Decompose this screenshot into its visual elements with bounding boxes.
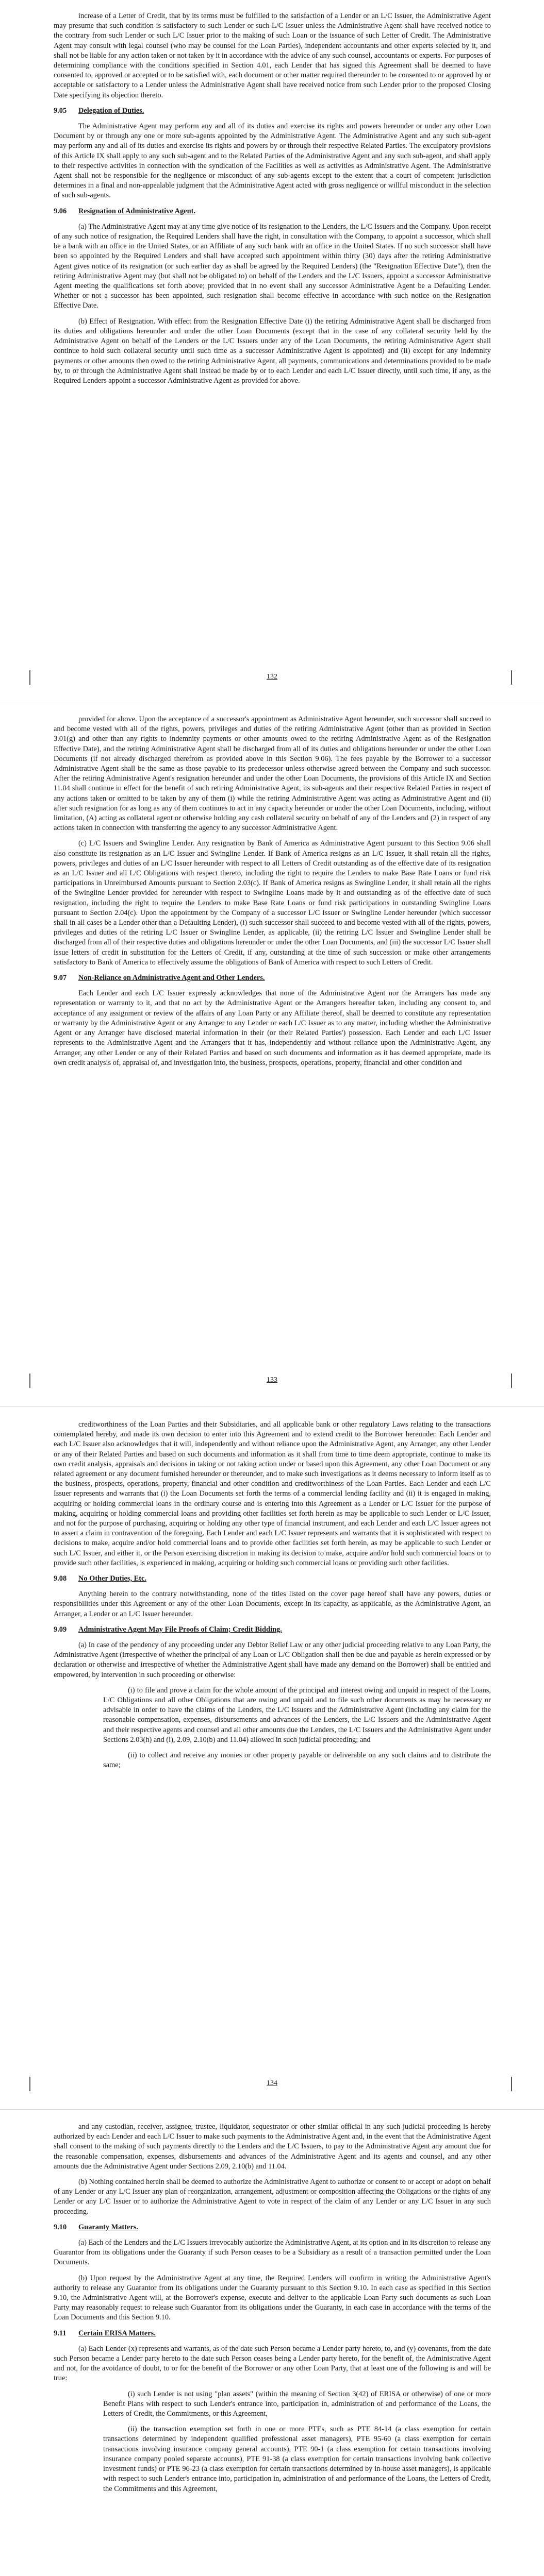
section-title: Non-Reliance on Administrative Agent and Other Lenders. (78, 974, 265, 982)
section-heading (54, 2223, 491, 2232)
section-title: No Other Duties, Etc. (78, 1574, 147, 1583)
clause-paragraph: (ii) to collect and receive any monies or other property payable or deliverable on any such claims and to distribute the same; (103, 1751, 491, 1770)
body-paragraph: The Administrative Agent may perform any and all of its duties and exercise its rights and powers hereunder or under any other Loan Document by or through any one or more sub-agents appointed by the Administrative Agent. The Administrative Agent and any such sub-agent may perform any and all of its duties and exercise its rights and powers by or through their respective Related Parties. The exculpatory provisions of this Article IX shall apply to any such sub-agent and to the Related Parties of the Administrative Agent and any such sub-agent, and shall apply to their respective activities in connection with the syndication of the Facilities as well as activities as Administrative Agent. The Administrative Agent shall not be responsible for the negligence or misconduct of any sub-agents except to the extent that a court of competent jurisdiction determines in a final and non-appealable judgment that the Administrative Agent acted with gross negligence or willful misconduct in the selection of such sub-agents. (54, 122, 491, 200)
body-paragraph: (c) L/C Issuers and Swingline Lender. Any resignation by Bank of America as Administrative Agent pursuant to this Section 9.06 shall also constitute its resignation as an L/C Issuer and Swingline Lender. If Bank of America resigns as an L/C Issuer, it shall retain all the rights, powers, privileges and duties of an L/C Issuer hereunder with respect to all Letters of Credit outstanding as of the effective date of its resignation as an L/C Issuer and all L/C Obligations with respect thereto, including the right to require the Lenders to make Base Rate Loans or fund risk participations in Unreimbursed Amounts pursuant to Section 2.03(c). If Bank of America resigns as Swingline Lender, it shall retain all the rights of the Swingline Lender provided for hereunder with respect to Swingline Loans made by it and outstanding as of the effective date of such resignation, including the right to require the Lenders to make Base Rate Loans or fund risk participations in outstanding Swingline Loans pursuant to Section 2.04(c). Upon the appointment by the Company of a successor L/C Issuer or Swingline Lender hereunder (which successor shall in all cases be a Lender other than a Defaulting Lender), (i) such successor shall succeed to and become vested with all of the rights, powers, privileges and duties of the retiring L/C Issuer or Swingline Lender, as applicable, (ii) the retiring L/C Issuer and Swingline Lender shall be discharged from all of their respective duties and obligations hereunder or under the other Loan Documents, and (iii) the successor L/C Issuer shall issue letters of credit in substitution for the Letters of Credit, if any, outstanding at the time of such succession or make other arrangements satisfactory to Bank of America to effectively assume the obligations of Bank of America with respect to such Letters of Credit. (54, 839, 491, 967)
body-paragraph: Anything herein to the contrary notwithstanding, none of the titles listed on the cover page hereof shall have any powers, duties or responsibilities under this Agreement or any of the other Loan Documents, except in its capacity, as applicable, as the Administrative Agent, an Arranger, a Lender or an L/C Issuer hereunder. (54, 1590, 491, 1618)
page-body (54, 715, 491, 1074)
section-heading (54, 1574, 491, 1584)
body-paragraph: provided for above. Upon the acceptance of a successor's appointment as Administrative Agent hereunder, such successor shall succeed to and become vested with all of the rights, powers, privileges and duties of the retiring Administrative Agent (other than as provided in Section 3.01(g) and other than any rights to indemnity payments or other amounts owed to the retiring Administrative Agent as of the Resignation Effective Date), and the retiring Administrative Agent shall be discharged from all of its duties and obligations hereunder or under the other Loan Documents (if not already discharged therefrom as provided above in this Section 9.06). The fees payable by the Borrower to a successor Administrative Agent shall be the same as those payable to its predecessor unless otherwise agreed between the Company and such successor. After the retiring Administrative Agent's resignation hereunder and under the other Loan Documents, the provisions of this Article IX and Section 11.04 shall continue in effect for the benefit of such retiring Administrative Agent, its sub-agents and their respective Related Parties in respect of any actions taken or omitted to be taken by any of them (i) while the retiring Administrative Agent was acting as Administrative Agent and (ii) after such resignation for as long as any of them continues to act in any capacity hereunder or under the other Loan Documents, including, without limitation, (A) acting as collateral agent or otherwise holding any cash collateral security on behalf of any of the Lenders and (2) in respect of any actions taken in connection with transferring the agency to any successor Administrative Agent. (54, 715, 491, 833)
section-number: 9.07 (54, 974, 67, 982)
section-number: 9.08 (54, 1574, 67, 1583)
body-paragraph: (a) Each of the Lenders and the L/C Issuers irrevocably authorize the Administrative Agent, at its option and in its discretion to release any Guarantor from its obligations under the Guaranty if such Person ceases to be a Subsidiary as a result of a transaction permitted under the Loan Documents. (54, 2239, 491, 2267)
section-heading (54, 106, 491, 116)
section-number: 9.10 (54, 2223, 67, 2231)
document-page (0, 1406, 544, 2110)
body-paragraph: increase of a Letter of Credit, that by its terms must be fulfilled to the satisfaction of a Lender or an L/C Issuer, the Administrative Agent may presume that such condition is satisfactory to such Lender or such L/C Issuer unless the Administrative Agent shall have received notice to the contrary from such Lender or such L/C Issuer prior to the making of such Loan or the issuance of such Letter of Credit. The Administrative Agent may consult with legal counsel (who may be counsel for the Loan Parties), independent accountants and other experts selected by it, and shall not be liable for any action taken or not taken by it in accordance with the advice of any such counsel, accountants or experts. For purposes of determining compliance with the conditions specified in Section 4.01, each Lender that has signed this Agreement shall be deemed to have consented to, approved or accepted or to be satisfied with, each document or other matter required thereunder to be consented to or approved by or acceptable or satisfactory to a Lender unless the Administrative Agent shall have received notice from such Lender prior to the proposed Closing Date specifying its objection thereto. (54, 12, 491, 99)
document-page (0, 703, 544, 1406)
section-number: 9.11 (54, 2329, 67, 2337)
page-number (0, 673, 544, 681)
section-number: 9.05 (54, 106, 67, 115)
page-number-text: 133 (267, 1376, 277, 1384)
page-number-text: 134 (267, 2079, 277, 2087)
clause-paragraph: (i) to file and prove a claim for the whole amount of the principal and interest owing and unpaid in respect of the Loans, L/C Obligations and all other Obligations that are owing and unpaid and to file such other documents as may be necessary or advisable in order to have the claims of the Lenders, the L/C Issuers and the Administrative Agent (including any claim for the reasonable compensation, expenses, disbursements and advances of the Lenders, the L/C Issuers and the Administrative Agent and their respective agents and counsel and all other amounts due the Lenders, the L/C Issuers and the Administrative Agent under Sections 2.03(h) and (i), 2.09, 2.10(b) and 11.04) allowed in such judicial proceeding; and (103, 1686, 491, 1744)
clause-paragraph: (i) such Lender is not using "plan assets" (within the meaning of Section 3(42) of ERISA or otherwise) of one or more Benefit Plans with respect to such Lender's entrance into, participation in, administration of and performance of the Loans, the Letters of Credit, the Commitments, or this Agreement, (103, 2389, 491, 2418)
body-paragraph: creditworthiness of the Loan Parties and their Subsidiaries, and all applicable bank or other regulatory Laws relating to the transactions contemplated hereby, and made its own decision to enter into this Agreement and to extend credit to the Borrower hereunder. Each Lender and each L/C Issuer also acknowledges that it will, independently and without reliance upon the Administrative Agent, any Arranger, any other Lender or any of their Related Parties and based on such documents and information as it shall from time to time deem appropriate, continue to make its own credit analysis, appraisals and decisions in taking or not taking action under or based upon this Agreement, any other Loan Document or any related agreement or any document furnished hereunder or thereunder, and to make such investigations as it deems necessary to inform itself as to the business, prospects, operations, property, financial and other condition and creditworthiness of the Loan Parties. Each Lender and each L/C Issuer represents and warrants that (i) the Loan Documents set forth the terms of a commercial lending facility and (ii) it is engaged in making, acquiring or holding commercial loans in the ordinary course and is entering into this Agreement as a Lender or L/C Issuer for the purpose of making, acquiring or holding commercial loans and providing other facilities set forth herein as may be applicable to such Lender or L/C Issuer, and not for the purpose of purchasing, acquiring or holding any other type of financial instrument, and each Lender and each L/C Issuer agrees not to assert a claim in contravention of the foregoing. Each Lender and each L/C Issuer represents and warrants that it is sophisticated with respect to decisions to make, acquire and/or hold commercial loans and to provide other facilities set forth herein, as may be applicable to such Lender or such L/C Issuer, and either it, or the Person exercising discretion in making its decision to make, acquire and/or hold such commercial loans or to provide such other facilities, is experienced in making, acquiring or holding such commercial loans or providing such other facilities. (54, 1420, 491, 1567)
page-body (54, 2122, 491, 2500)
section-number: 9.09 (54, 1625, 67, 1634)
section-title: Certain ERISA Matters. (78, 2329, 156, 2337)
section-title: Delegation of Duties. (78, 106, 144, 115)
page-number (0, 1376, 544, 1384)
section-heading (54, 1625, 491, 1635)
section-heading (54, 2329, 491, 2338)
section-title: Administrative Agent May File Proofs of Claim; Credit Bidding. (78, 1625, 282, 1634)
section-number: 9.06 (54, 207, 67, 215)
section-title: Guaranty Matters. (78, 2223, 138, 2231)
section-heading (54, 973, 491, 983)
page-body (54, 1420, 491, 1776)
section-heading (54, 207, 491, 216)
body-paragraph: (b) Effect of Resignation. With effect from the Resignation Effective Date (i) the retiring Administrative Agent shall be discharged from its duties and obligations hereunder and under the other Loan Documents (except that in the case of any collateral security held by the Administrative Agent on behalf of the Lenders or the L/C Issuers under any of the Loan Documents, the retiring Administrative Agent shall continue to hold such collateral security until such time as a successor Administrative Agent is appointed) and (ii) except for any indemnity payments or other amounts then owed to the retiring Administrative Agent, all payments, communications and determinations provided to be made by, to or through the Administrative Agent shall instead be made by or to each Lender and each L/C Issuer directly, until such time, if any, as the Required Lenders appoint a successor Administrative Agent as provided for above. (54, 317, 491, 385)
body-paragraph: (a) In case of the pendency of any proceeding under any Debtor Relief Law or any other judicial proceeding relative to any Loan Party, the Administrative Agent (irrespective of whether the principal of any Loan or L/C Obligation shall then be due and payable as herein expressed or by declaration or otherwise and irrespective of whether the Administrative Agent shall have made any demand on the Borrower) shall be entitled and empowered, by intervention in such proceeding or otherwise: (54, 1641, 491, 1679)
clause-paragraph: (ii) the transaction exemption set forth in one or more PTEs, such as PTE 84-14 (a class exemption for certain transactions determined by independent qualified professional asset managers), PTE 95-60 (a class exemption for certain transactions involving insurance company general accounts), PTE 90-1 (a class exemption for certain transactions involving insurance company pooled separate accounts), PTE 91-38 (a class exemption for certain transactions involving bank collective investment funds) or PTE 96-23 (a class exemption for certain transactions determined by in-house asset managers), is applicable with respect to such Lender's entrance into, participation in, administration of and performance of the Loans, the Letters of Credit, the Commitments and this Agreement, (103, 2425, 491, 2493)
body-paragraph: (a) Each Lender (x) represents and warrants, as of the date such Person became a Lender party hereto, to, and (y) covenants, from the date such Person became a Lender party hereto to the date such Person ceases being a Lender party hereto, for the benefit of, the Administrative Agent and not, for the avoidance of doubt, to or for the benefit of the Borrower or any other Loan Party, that at least one of the following is and will be true: (54, 2344, 491, 2383)
body-paragraph: (b) Nothing contained herein shall be deemed to authorize the Administrative Agent to authorize or consent to or accept or adopt on behalf of any Lender or any L/C Issuer any plan of reorganization, arrangement, adjustment or composition affecting the Obligations or the rights of any Lender or any L/C Issuer or to authorize the Administrative Agent to vote in respect of the claim of any Lender or any L/C Issuer in any such proceeding. (54, 2178, 491, 2216)
body-paragraph: and any custodian, receiver, assignee, trustee, liquidator, sequestrator or other similar official in any such judicial proceeding is hereby authorized by each Lender and each L/C Issuer to make such payments to the Administrative Agent and, in the event that the Administrative Agent shall consent to the making of such payments directly to the Lenders and the L/C Issuers, to pay to the Administrative Agent any amount due for the reasonable compensation, expenses, disbursements and advances of the Administrative Agent and its agents and counsel, and any other amounts due the Administrative Agent under Sections 2.09, 2.10(b) and 11.04. (54, 2123, 491, 2171)
section-title: Resignation of Administrative Agent. (78, 207, 196, 215)
body-paragraph: Each Lender and each L/C Issuer expressly acknowledges that none of the Administrative Agent nor the Arrangers has made any representation or warranty to it, and that no act by the Administrative Agent or the Arrangers hereafter taken, including any consent to, and acceptance of any assignment or review of the affairs of any Loan Party or any Affiliate thereof, shall be deemed to constitute any representation or warranty by the Administrative Agent or any Arranger to any Lender or each L/C Issuer as to any matter, including whether the Administrative Agent or any Arranger have disclosed material information in their (or their Related Parties') possession. Each Lender and each L/C Issuer represents to the Administrative Agent and the Arrangers that it has, independently and without reliance upon the Administrative Agent, any Arranger, any other Lender or any of their Related Parties and based on such documents and information as it has deemed appropriate, made its own credit analysis of, appraisal of, and investigation into, the business, prospects, operations, property, financial and other condition and (54, 989, 491, 1067)
body-paragraph: (a) The Administrative Agent may at any time give notice of its resignation to the Lenders, the L/C Issuers and the Company. Upon receipt of any such notice of resignation, the Required Lenders shall have the right, in consultation with the Company, to appoint a successor, which shall be a bank with an office in the United States, or an Affiliate of any such bank with an office in the United States. If no such successor shall have been so appointed by the Required Lenders and shall have accepted such appointment within thirty (30) days after the retiring Administrative Agent gives notice of its resignation (or such earlier day as shall be agreed by the Required Lenders) (the "Resignation Effective Date"), then the retiring Administrative Agent may (but shall not be obligated to) on behalf of the Lenders and the L/C Issuers, appoint a successor Administrative Agent meeting the qualifications set forth above; provided that in no event shall any successor Administrative Agent be a Defaulting Lender. Whether or not a successor has been appointed, such resignation shall become effective in accordance with such notice on the Resignation Effective Date. (54, 222, 491, 310)
page-number-text: 132 (267, 673, 277, 681)
document-page (0, 0, 544, 703)
page-number (0, 2079, 544, 2088)
body-paragraph: (b) Upon request by the Administrative Agent at any time, the Required Lenders will confirm in writing the Administrative Agent's authority to release any Guarantor from its obligations under the Guaranty pursuant to this Section 9.10. In each case as specified in this Section 9.10, the Administrative Agent will, at the Borrower's expense, execute and deliver to the applicable Loan Party such documents as such Loan Party may reasonably request to release such Guarantor from its obligations under the Guaranty, in each case in accordance with the terms of the Loan Documents and this Section 9.10. (54, 2274, 491, 2322)
page-body (54, 11, 491, 392)
document-page (0, 2110, 544, 2576)
